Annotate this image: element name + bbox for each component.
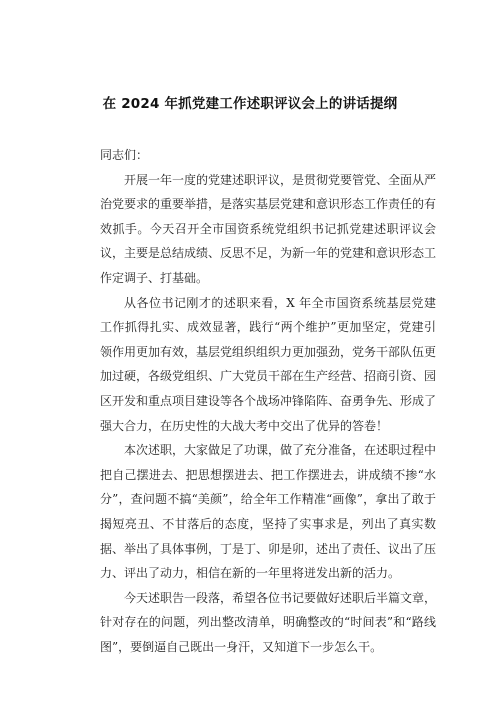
paragraph-2: 从各位书记刚才的述职来看，X 年全市国资系统基层党建工作抓得扎实、成效显著，践行“两个维护”更加坚定，党建引领作用更加有效，基层党组织组织力更加强劲，党务干部队伍更加过硬，各级党组织、广大党员干部在生产经营、招商引资、园区开发和重点项目建设等各个战场冲锋陷阵、奋勇争先、形成了强大合力，在历史性的大战大考中交出了优异的答卷！ <box>100 295 437 433</box>
paragraph-1: 开展一年一度的党建述职评议，是贯彻党要管党、全面从严治党要求的重要举措，是落实基层党建和意识形态工作责任的有效抓手。今天召开全市国资系统党组织书记抓党建述职评议会议，主要是总结成绩、反思不足，为新一年的党建和意识形态工作定调子、打基础。 <box>100 172 437 285</box>
paragraph-4: 今天述职告一段落，希望各位书记要做好述职后半篇文章，针对存在的问题，列出整改清单，明确整改的“时间表”和“路线图”，要倒逼自己既出一身汗，又知道下一步怎么干。 <box>100 590 437 654</box>
document-title: 在 2024 年抓党建工作述职评议会上的讲话提纲 <box>102 96 398 112</box>
paragraph-3: 本次述职，大家做足了功课，做了充分准备，在述职过程中把自己摆进去、把思想摆进去、把工作摆进去，讲成绩不掺“水分”，查问题不搞“美颜”，给全年工作精准“画像”，拿出了敢于揭短亮丑、不甘落后的态度，坚持了实事求是，列出了真实数据、举出了具体事例，丁是丁、卯是卯，述出了责任、议出了压力、评出了动力，相信在新的一年里将迸发出新的活力。 <box>100 443 437 581</box>
document-body <box>100 143 436 659</box>
salutation: 同志们： <box>100 148 149 162</box>
